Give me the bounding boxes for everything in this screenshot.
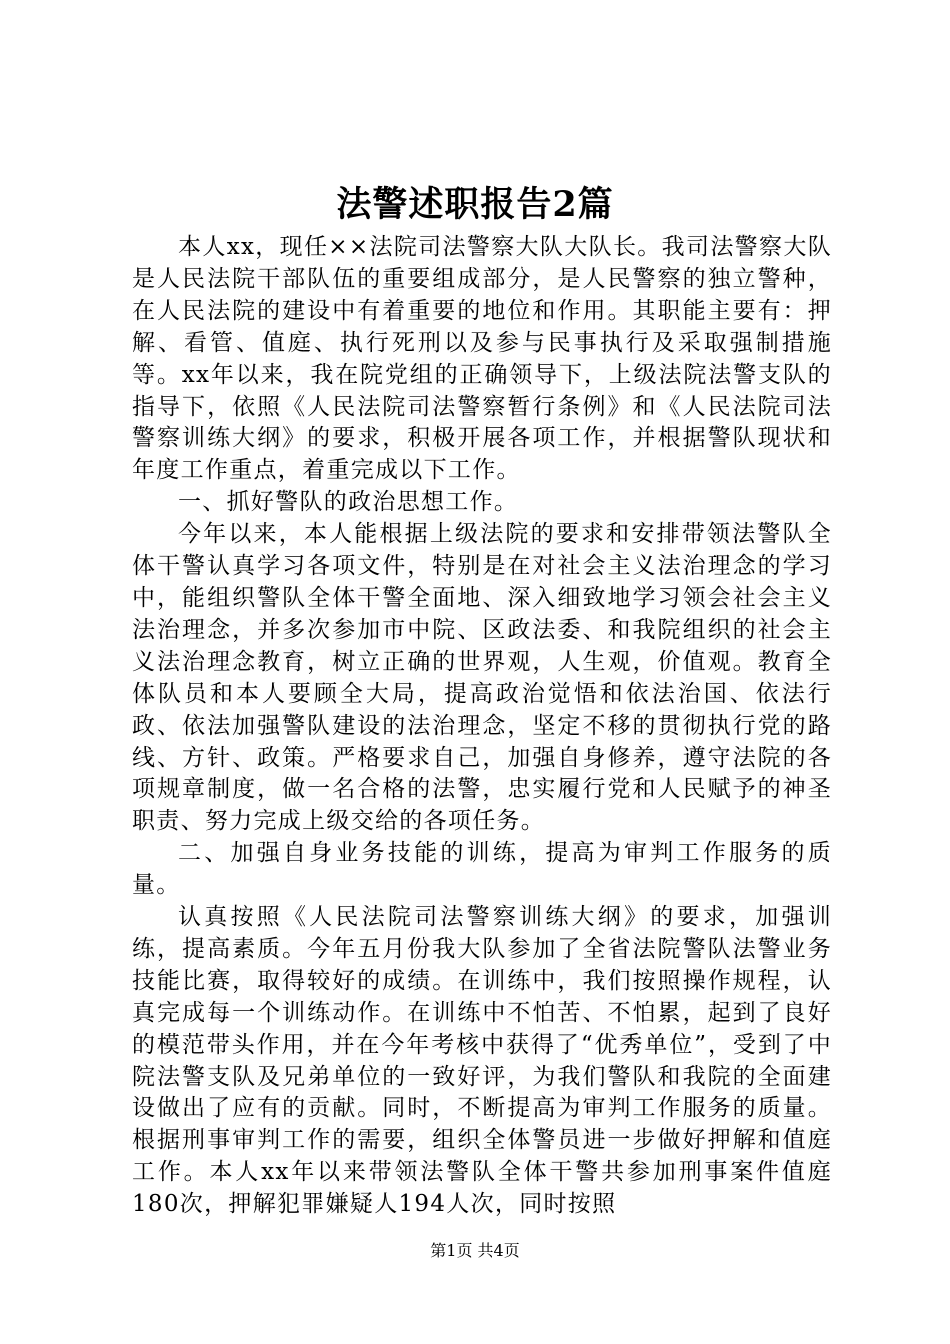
paragraph-section-1: 今年以来，本人能根据上级法院的要求和安排带领法警队全体干警认真学习各项文件，特别是在对社会主义法治理念的学习中，能组织警队全体干警全面地、深入细致地学习领会社会主义法治理念，并多次参加市中院、区政法委、和我院组织的社会主义法治理念教育，树立正确的世界观，人生观，价值观。教育全体队员和本人要顾全大局，提高政治觉悟和依法治国、依法行政、依法加强警队建设的法治理念，坚定不移的贯彻执行党的路线、方针、政策。严格要求自己，加强自身修养，遵守法院的各项规章制度，做一名合格的法警，忠实履行党和人民赋予的神圣职责、努力完成上级交给的各项任务。 [132,521,832,835]
paragraph-intro: 本人xx，现任××法院司法警察大队大队长。我司法警察大队是人民法院干部队伍的重要组成部分，是人民警察的独立警种，在人民法院的建设中有着重要的地位和作用。其职能主要有：押解、看管、值庭、执行死刑以及参与民事执行及采取强制措施等。xx年以来，我在院党组的正确领导下，上级法院法警支队的指导下，依照《人民法院司法警察暂行条例》和《人民法院司法警察训练大纲》的要求，积极开展各项工作，并根据警队现状和年度工作重点，着重完成以下工作。 [132,234,832,484]
paragraph-section-2: 认真按照《人民法院司法警察训练大纲》的要求，加强训练，提高素质。今年五月份我大队参加了全省法院警队法警业务技能比赛，取得较好的成绩。在训练中，我们按照操作规程，认真完成每一个训练动作。在训练中不怕苦、不怕累，起到了良好的模范带头作用，并在今年考核中获得了“优秀单位”，受到了中院法警支队及兄弟单位的一致好评，为我们警队和我院的全面建设做出了应有的贡献。同时，不断提高为审判工作服务的质量。根据刑事审判工作的需要，组织全体警员进一步做好押解和值庭工作。本人xx年以来带领法警队全体干警共参加刑事案件值庭180次，押解犯罪嫌疑人194人次，同时按照 [132,904,832,1218]
section-heading-2: 二、加强自身业务技能的训练，提高为审判工作服务的质量。 [132,840,832,899]
document-title: 法警述职报告2篇 [336,184,614,225]
section-heading-1: 一、抓好警队的政治思想工作。 [178,489,519,516]
document-body [132,232,832,1221]
page-footer: 第1页 共4页 [430,1241,520,1260]
